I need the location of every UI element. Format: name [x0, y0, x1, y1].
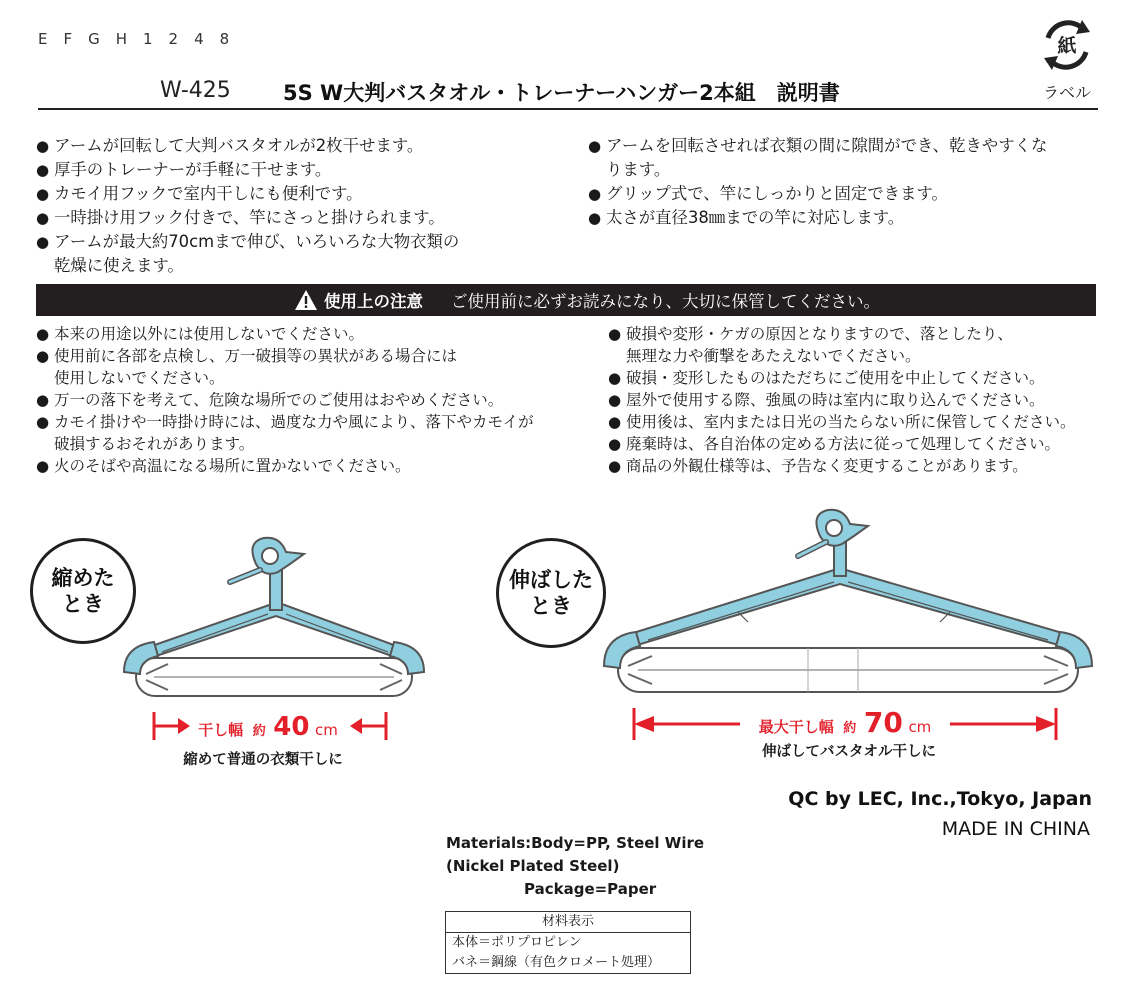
svg-text:干し幅 約 40 cm: [198, 712, 338, 742]
extended-badge: [496, 538, 606, 648]
retracted-dim-label: 干し幅: [198, 721, 244, 739]
feature-item: ● カモイ用フックで室内干しにも便利です。: [36, 182, 576, 206]
caution-item: ● 破損・変形したものはただちにご使用を中止してください。: [608, 367, 1108, 389]
materials-line1: Materials:Body=PP, Steel Wire: [446, 834, 705, 852]
feature-item: ● アームが回転して大判バスタオルが2枚干せます。: [36, 134, 576, 158]
retracted-width-dimension: [150, 704, 390, 748]
caution-item: ● 商品の外観仕様等は、予告なく変更することがあります。: [608, 455, 1108, 477]
caution-item-continued: 無理な力や衝撃をあたえないでください。: [626, 347, 921, 365]
caution-item: ● 使用後は、室内または日光の当たらない所に保管してください。: [608, 411, 1108, 433]
caution-item-continued: 使用しないでください。: [54, 369, 225, 387]
feature-item: ● アームを回転させれば衣類の間に隙間ができ、乾きやすくな: [588, 134, 1108, 158]
caution-item: ● 本来の用途以外には使用しないでください。: [36, 323, 596, 345]
warning-triangle-icon: [294, 289, 318, 311]
recycle-label: ラベル: [1042, 83, 1091, 102]
caution-right-list: [608, 323, 1108, 477]
extended-dim-approx: 約: [843, 721, 857, 736]
extended-hanger-illustration: [598, 506, 1098, 704]
retracted-dim-approx: 約: [252, 724, 266, 739]
extended-caption: 伸ばしてバスタオル干しに: [762, 744, 936, 760]
svg-text:最大干し幅 約 70 cm: [759, 706, 932, 739]
caution-left-list: [36, 323, 596, 477]
retracted-hanger-illustration: [118, 534, 430, 702]
caution-text: ご使用前に必ずお読みになり、大切に保管してください。: [451, 292, 880, 311]
extended-badge-line2: とき: [530, 594, 572, 618]
caution-item: ● 火のそばや高温になる場所に置かないでください。: [36, 455, 596, 477]
materials-table-row: バネ＝鋼線（有色クロメート処理）: [452, 955, 661, 970]
model-number: W-425: [160, 78, 231, 103]
feature-item: ● 一時掛け用フック付きで、竿にさっと掛けられます。: [36, 206, 576, 230]
retracted-caption: 縮めて普通の衣類干しに: [183, 752, 343, 768]
feature-item-continued: ります。: [606, 160, 671, 179]
qc-statement: QC by LEC, Inc.,Tokyo, Japan: [788, 788, 1092, 810]
materials-table: [445, 911, 691, 974]
materials-line2: (Nickel Plated Steel): [446, 857, 620, 875]
document-title: 5S W大判バスタオル・トレーナーハンガー2本組 説明書: [283, 81, 840, 105]
retracted-dim-unit: cm: [315, 721, 338, 739]
features-left-list: [36, 134, 576, 278]
caution-item: ● 屋外で使用する際、強風の時は室内に取り込んでください。: [608, 389, 1108, 411]
recycle-symbol-text: 紙: [1057, 35, 1077, 57]
retracted-badge-line1: 縮めた: [51, 566, 115, 590]
caution-heading: 使用上の注意: [324, 292, 423, 311]
caution-item: ● カモイ掛けや一時掛け時には、過度な力や風により、落下やカモイが: [36, 411, 596, 433]
arrow-left-icon: [350, 718, 362, 734]
feature-item: ● アームが最大約70cmまで伸び、いろいろな大物衣類の: [36, 230, 576, 254]
feature-item: ● グリップ式で、竿にしっかりと固定できます。: [588, 182, 1108, 206]
paper-recycle-icon: [1038, 16, 1096, 74]
caution-item: ● 破損や変形・ケガの原因となりますので、落としたり、: [608, 323, 1108, 345]
caution-item-continued: 破損するおそれがあります。: [54, 435, 255, 453]
features-right-list: [588, 134, 1108, 230]
caution-item: ● 使用前に各部を点検し、万一破損等の異状がある場合には: [36, 345, 596, 367]
materials-table-title: 材料表示: [446, 912, 690, 933]
origin-statement: MADE IN CHINA: [941, 818, 1090, 840]
materials-line3: Package=Paper: [524, 880, 657, 898]
retracted-badge: [30, 538, 136, 644]
extended-dim-unit: cm: [908, 718, 932, 736]
materials-table-row: 本体＝ポリプロピレン: [452, 935, 582, 950]
extended-badge-line1: 伸ばした: [509, 568, 593, 592]
arrow-right-icon: [178, 718, 190, 734]
caution-item: ● 廃棄時は、各自治体の定める方法に従って処理してください。: [608, 433, 1108, 455]
extended-dim-value: 70: [863, 706, 903, 739]
extended-dim-label: 最大干し幅: [758, 718, 834, 736]
retracted-dim-value: 40: [273, 712, 310, 742]
retracted-badge-line2: とき: [62, 592, 104, 616]
caution-banner: [36, 284, 1096, 316]
product-code: EFGH1248: [38, 30, 246, 48]
caution-item: ● 万一の落下を考えて、危険な場所でのご使用はおやめください。: [36, 389, 596, 411]
feature-item: ● 太さが直径38㎜までの竿に対応します。: [588, 206, 1108, 230]
header-divider: [38, 108, 1098, 110]
feature-item: ● 厚手のトレーナーが手軽に干せます。: [36, 158, 576, 182]
feature-item-continued: 乾燥に使えます。: [54, 256, 184, 275]
